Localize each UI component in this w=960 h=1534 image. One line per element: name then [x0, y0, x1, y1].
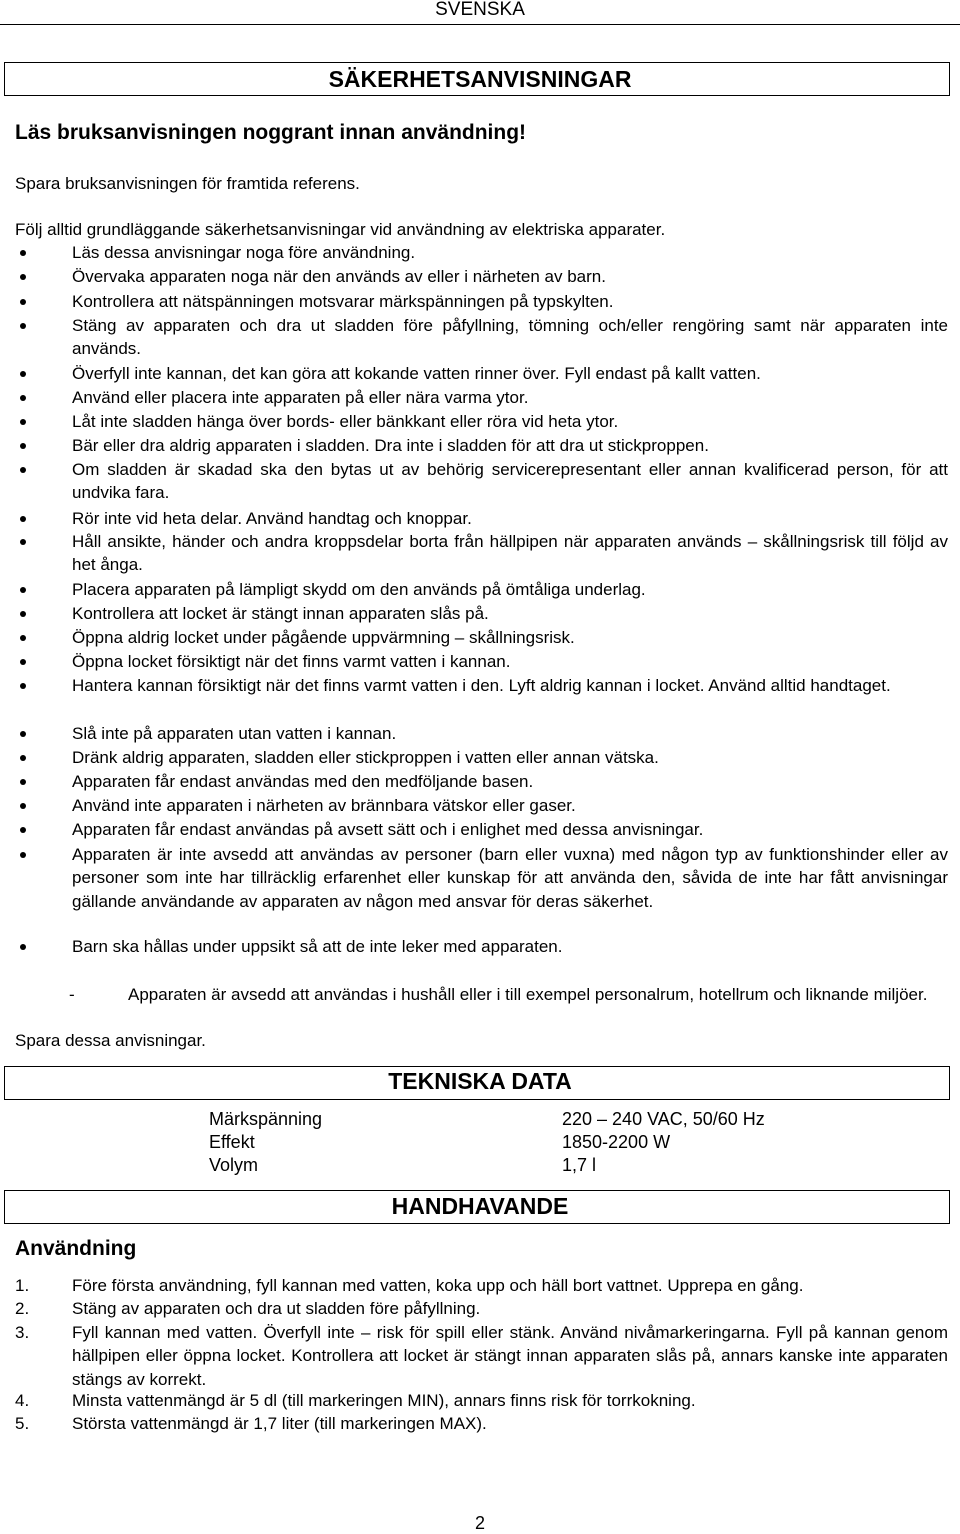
list-item: 5. Största vattenmängd är 1,7 liter (till markeringen MAX). — [72, 1412, 948, 1435]
spec-value-power: 1850-2200 W — [562, 1132, 671, 1152]
step-number: 1. — [15, 1276, 30, 1295]
list-item: Apparaten får endast användas på avsett sätt och i enlighet med dessa anvisningar. — [72, 818, 948, 841]
bullet-icon — [20, 274, 26, 280]
bullet-icon — [20, 395, 26, 401]
header-rule — [0, 24, 960, 25]
list-item: Använd inte apparaten i närheten av brännbara vätskor eller gaser. — [72, 794, 948, 817]
bullet-icon — [20, 683, 26, 689]
save-instructions-note: Spara dessa anvisningar. — [15, 1031, 206, 1050]
step-number: 5. — [15, 1414, 30, 1433]
bullet-icon — [20, 944, 26, 950]
list-item: Hantera kannan försiktigt när det finns varmt vatten i den. Lyft aldrig kannan i locket. Använd alltid handtaget. — [72, 674, 948, 697]
list-item: 3. Fyll kannan med vatten. Överfyll inte – risk för spill eller stänk. Använd nivåmarkeringarna. Fyll på kannan genom hällpipen eller öppna locket. Kontrollera att locket är stängt innan apparaten slås på, annars kanske inte apparaten stängs av korrekt. — [15, 1323, 948, 1389]
bullet-icon — [20, 731, 26, 737]
bullet-icon — [20, 467, 26, 473]
read-manual-notice: Läs bruksanvisningen noggrant innan användning! — [15, 121, 527, 144]
step-number: 4. — [15, 1391, 30, 1410]
bullet-icon — [20, 587, 26, 593]
list-item: Läs dessa anvisningar noga före användning. — [72, 241, 948, 264]
bullet-icon — [20, 779, 26, 785]
bullet-icon — [20, 299, 26, 305]
list-item: Slå inte på apparaten utan vatten i kannan. — [72, 722, 948, 745]
bullet-icon — [20, 371, 26, 377]
list-item: Öppna aldrig locket under pågående uppvärmning – skållningsrisk. — [72, 626, 948, 649]
spec-label-power: Effekt — [209, 1132, 255, 1152]
bullet-icon — [20, 516, 26, 522]
safety-intro: Följ alltid grundläggande säkerhetsanvisningar vid användning av elektriska apparater. — [15, 220, 666, 239]
list-item: Barn ska hållas under uppsikt så att de inte leker med apparaten. — [72, 935, 948, 958]
section-heading-safety: SÄKERHETSANVISNINGAR — [328, 66, 632, 92]
step-number: 3. — [15, 1323, 30, 1342]
section-heading-operation: HANDHAVANDE — [391, 1193, 569, 1219]
list-item: Bär eller dra aldrig apparaten i sladden. Dra inte i sladden för att dra ut stickproppen. — [72, 434, 948, 457]
list-item: Håll ansikte, händer och andra kroppsdelar borta från hällpipen när apparaten används – skållningsrisk till följd av het ånga. — [72, 530, 948, 577]
list-item: Placera apparaten på lämpligt skydd om den används på ömtåliga underlag. — [72, 578, 948, 601]
list-item: Om sladden är skadad ska den bytas ut av behörig servicerepresentant eller annan kvalificerad person, för att undvika fara. — [72, 458, 948, 505]
list-item: 1. Före första användning, fyll kannan med vatten, koka upp och häll bort vattnet. Upprepa en gång. — [72, 1274, 948, 1297]
page-number: 2 — [474, 1513, 485, 1533]
usage-subheading: Användning — [15, 1237, 137, 1260]
list-item: Överfyll inte kannan, det kan göra att kokande vatten rinner över. Fyll endast på kallt vatten. — [72, 362, 948, 385]
language-label: SVENSKA — [435, 0, 525, 20]
bullet-icon — [20, 611, 26, 617]
list-item: Kontrollera att locket är stängt innan apparaten slås på. — [72, 602, 948, 625]
bullet-icon — [20, 323, 26, 329]
spec-value-volume: 1,7 l — [562, 1155, 597, 1175]
list-item: Dränk aldrig apparaten, sladden eller stickproppen i vatten eller annan vätska. — [72, 746, 948, 769]
list-item: Rör inte vid heta delar. Använd handtag och knoppar. — [72, 507, 948, 530]
household-use-note: Apparaten är avsedd att användas i hushåll eller i till exempel personalrum, hotellrum och liknande miljöer. — [128, 985, 928, 1004]
list-item: 2. Stäng av apparaten och dra ut sladden före påfyllning. — [72, 1297, 948, 1320]
keep-manual-notice: Spara bruksanvisningen för framtida referens. — [15, 174, 360, 193]
list-item: Övervaka apparaten noga när den används av eller i närheten av barn. — [72, 265, 948, 288]
spec-label-voltage: Märkspänning — [209, 1109, 323, 1129]
bullet-icon — [20, 852, 26, 858]
spec-value-voltage: 220 – 240 VAC, 50/60 Hz — [562, 1109, 765, 1129]
step-number: 2. — [15, 1299, 30, 1318]
bullet-icon — [20, 250, 26, 256]
dash-marker: - — [69, 985, 75, 1004]
bullet-icon — [20, 443, 26, 449]
list-item: Öppna locket försiktigt när det finns varmt vatten i kannan. — [72, 650, 948, 673]
list-item: Låt inte sladden hänga över bords- eller bänkkant eller röra vid heta ytor. — [72, 410, 948, 433]
bullet-icon — [20, 827, 26, 833]
list-item: Apparaten får endast användas med den medföljande basen. — [72, 770, 948, 793]
spec-label-volume: Volym — [209, 1155, 259, 1175]
list-item: 4. Minsta vattenmängd är 5 dl (till markeringen MIN), annars finns risk för torrkokning. — [72, 1389, 948, 1412]
bullet-icon — [20, 659, 26, 665]
list-item: Apparaten är inte avsedd att användas av personer (barn eller vuxna) med någon typ av funktionshinder eller av personer som inte har tillräcklig erfarenhet eller kunskap för att använda den, såvida de inte har fått anvisningar gällande användande av apparaten av någon med ansvar för deras säkerhet. — [72, 843, 948, 913]
bullet-icon — [20, 539, 26, 545]
section-heading-tech: TEKNISKA DATA — [388, 1068, 572, 1094]
bullet-icon — [20, 803, 26, 809]
list-item: Kontrollera att nätspänningen motsvarar märkspänningen på typskylten. — [72, 290, 948, 313]
bullet-icon — [20, 755, 26, 761]
list-item: Stäng av apparaten och dra ut sladden före påfyllning, tömning och/eller rengöring samt när apparaten inte används. — [72, 314, 948, 361]
list-item: Använd eller placera inte apparaten på eller nära varma ytor. — [72, 386, 948, 409]
bullet-icon — [20, 419, 26, 425]
bullet-icon — [20, 635, 26, 641]
